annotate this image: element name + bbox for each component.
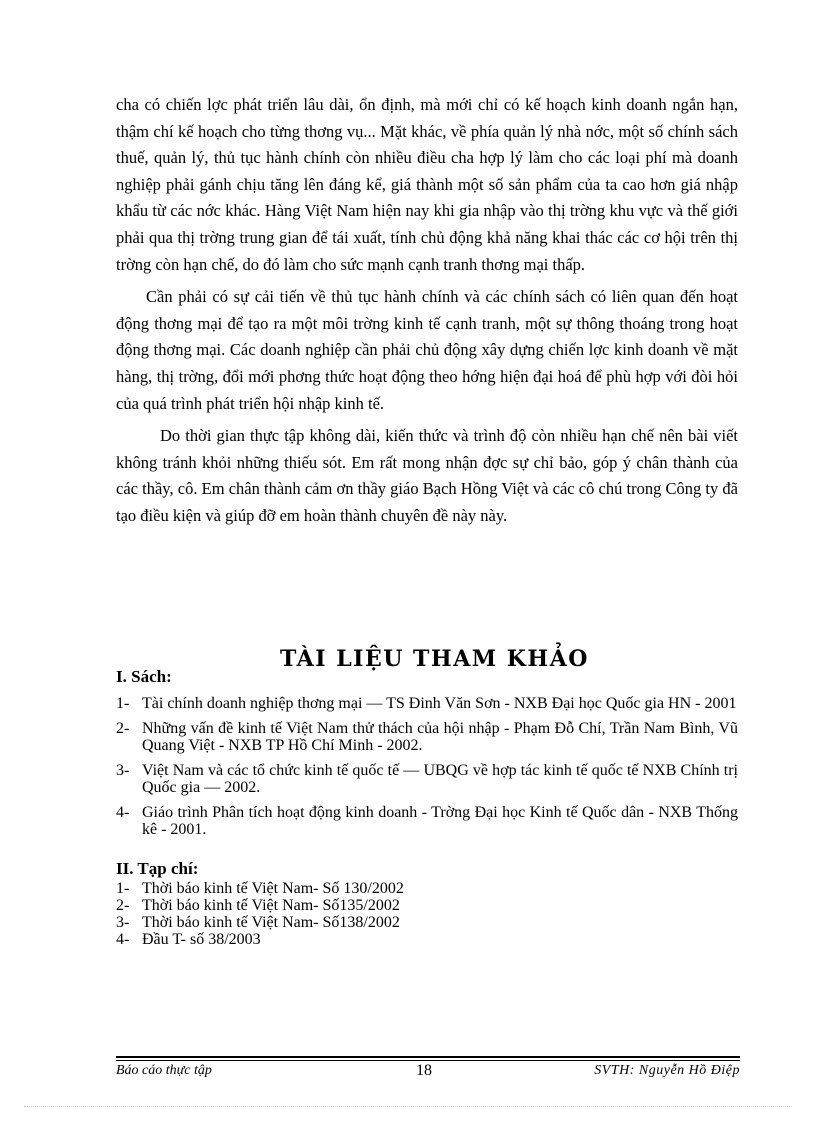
paragraph-3: Do thời gian thực tập không dài, kiến thức và trình độ còn nhiều hạn chế nên bài viết không tránh khỏi những thiếu sót. Em rất mong nhận đợc sự chỉ bảo, góp ý chân thành của các thầy, cô. Em chân thành cảm ơn thầy giáo Bạch Hồng Việt và các cô chú trong Công ty đã tạo điều kiện và giúp đỡ em hoàn thành chuyên đề này này. xyxy=(116,426,738,525)
books-list xyxy=(116,695,738,838)
book-number: 2- xyxy=(116,720,130,737)
journal-item xyxy=(116,931,738,948)
journal-number: 3- xyxy=(116,914,130,931)
book-text: Giáo trình Phân tích hoạt động kinh doanh - Trờng Đại học Kinh tế Quốc dân - NXB Thống kê - 2001. xyxy=(142,804,738,838)
book-item xyxy=(116,720,738,754)
journals-heading: II. Tạp chí: xyxy=(116,859,199,878)
book-text: Việt Nam và các tổ chức kinh tế quốc tế — UBQG về hợp tác kinh tế quốc tế NXB Chính trị Quốc gia — 2002. xyxy=(142,762,738,796)
page-number: 18 xyxy=(416,1062,432,1078)
book-text: Những vấn đề kinh tế Việt Nam thử thách của hội nhập - Phạm Đỗ Chí, Trần Nam Bình, Vũ Quang Việt - NXB TP Hồ Chí Minh - 2002. xyxy=(142,720,738,754)
journal-number: 4- xyxy=(116,931,130,948)
journal-text: Thời báo kinh tế Việt Nam- Số135/2002 xyxy=(142,897,400,914)
journal-item xyxy=(116,880,738,897)
journal-text: Đầu T- số 38/2003 xyxy=(142,931,261,948)
footer-rule xyxy=(116,1056,740,1058)
footer-rule-thin xyxy=(116,1060,740,1061)
journal-item xyxy=(116,914,738,931)
journal-item xyxy=(116,897,738,914)
footer-student-name: SVTH: Nguyễn Hồ Điệp xyxy=(594,1063,740,1078)
journal-text: Thời báo kinh tế Việt Nam- Số 130/2002 xyxy=(142,880,404,897)
book-text: Tài chính doanh nghiệp thơng mại — TS Đinh Văn Sơn - NXB Đại học Quốc gia HN - 2001 xyxy=(142,695,737,712)
book-item xyxy=(116,804,738,838)
paragraph-1: cha có chiến lợc phát triển lâu dài, ổn định, mà mới chỉ có kế hoạch kinh doanh ngắn hạn, thậm chí kế hoạch cho từng thơng vụ... Mặt khác, về phía quản lý nhà nớc, một số chính sách thuế, quản lý, thủ tục hành chính còn nhiều điều cha hợp lý làm cho các loại phí mà doanh nghiệp phải gánh chịu tăng lên đáng kể, giá thành một số sản phẩm của ta cao hơn giá nhập khẩu từ các nớc khác. Hàng Việt Nam hiện nay khi gia nhập vào thị trờng khu vực và thế giới phải qua thị trờng trung gian để tái xuất, tính chủ động khả năng khai thác các cơ hội trên thị trờng còn hạn chế, do đó làm cho sức mạnh cạnh tranh thơng mại thấp. xyxy=(116,95,738,274)
books-heading: I. Sách: xyxy=(116,667,172,686)
page-footer xyxy=(116,1062,740,1078)
references-title: TÀI LIỆU THAM KHẢO xyxy=(280,646,589,672)
references-section xyxy=(116,666,738,948)
page-edge-divider xyxy=(24,1106,792,1107)
paragraph-2: Cần phải có sự cải tiến về thủ tục hành chính và các chính sách có liên quan đến hoạt động thơng mại để tạo ra một môi trờng kinh tế cạnh tranh, một sự thông thoáng trong hoạt động thơng mại. Các doanh nghiệp cần phải chủ động xây dựng chiến lợc kinh doanh về mặt hàng, thị trờng, đổi mới phơng thức hoạt động theo hớng hiện đại hoá để phù hợp với đòi hỏi của quá trình phát triển hội nhập kinh tế. xyxy=(116,287,738,413)
footer-report-label: Báo cáo thực tập xyxy=(116,1063,212,1078)
book-item xyxy=(116,695,738,712)
book-number: 4- xyxy=(116,804,130,821)
journal-number: 1- xyxy=(116,880,130,897)
journal-text: Thời báo kinh tế Việt Nam- Số138/2002 xyxy=(142,914,400,931)
book-number: 3- xyxy=(116,762,130,779)
body-text xyxy=(116,92,738,536)
book-item xyxy=(116,762,738,796)
book-number: 1- xyxy=(116,695,130,712)
journal-number: 2- xyxy=(116,897,130,914)
journals-list xyxy=(116,880,738,948)
